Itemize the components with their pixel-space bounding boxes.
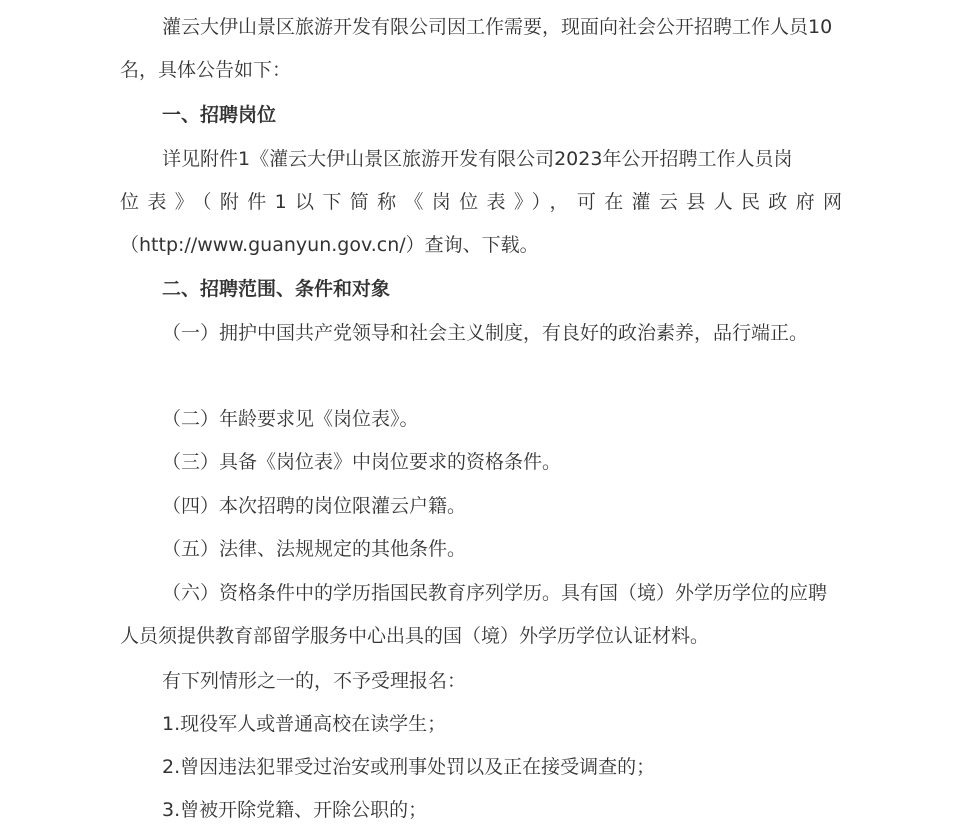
exclusion-item-3: 3.曾被开除党籍、开除公职的； [162, 799, 428, 821]
condition-5: （五）法律、法规规定的其他条件。 [162, 538, 467, 560]
condition-1: （一）拥护中国共产党领导和社会主义制度，有良好的政治素养，品行端正。 [162, 322, 809, 344]
detail-line-1: 详见附件1《灌云大伊山景区旅游开发有限公司2023年公开招聘工作人员岗 [162, 148, 793, 170]
section-heading-conditions: 二、招聘范围、条件和对象 [162, 278, 391, 300]
condition-3: （三）具备《岗位表》中岗位要求的资格条件。 [162, 451, 562, 473]
condition-4: （四）本次招聘的岗位限灌云户籍。 [162, 495, 467, 517]
exclusion-intro: 有下列情形之一的，不予受理报名： [162, 670, 467, 692]
condition-6: （六）资格条件中的学历指国民教育序列学历。具有国（境）外学历学位的应聘人员须提供教育部留学服务中心出具的国（境）外学历学位认证材料。 [120, 582, 828, 647]
detail-line-2: 位表》（附件1以下简称《岗位表》），可在灌云县人民政府网 [120, 191, 842, 213]
detail-line-3: （http://www.guanyun.gov.cn/）查询、下载。 [120, 234, 539, 256]
section-heading-positions: 一、招聘岗位 [162, 104, 277, 126]
intro-paragraph: 灌云大伊山景区旅游开发有限公司因工作需要，现面向社会公开招聘工作人员10名，具体公告如下： [120, 16, 833, 81]
condition-2: （二）年龄要求见《岗位表》。 [162, 408, 419, 430]
exclusion-item-1: 1.现役军人或普通高校在读学生； [162, 713, 447, 735]
exclusion-item-2: 2.曾因违法犯罪受过治安或刑事处罚以及正在接受调查的； [162, 756, 656, 778]
